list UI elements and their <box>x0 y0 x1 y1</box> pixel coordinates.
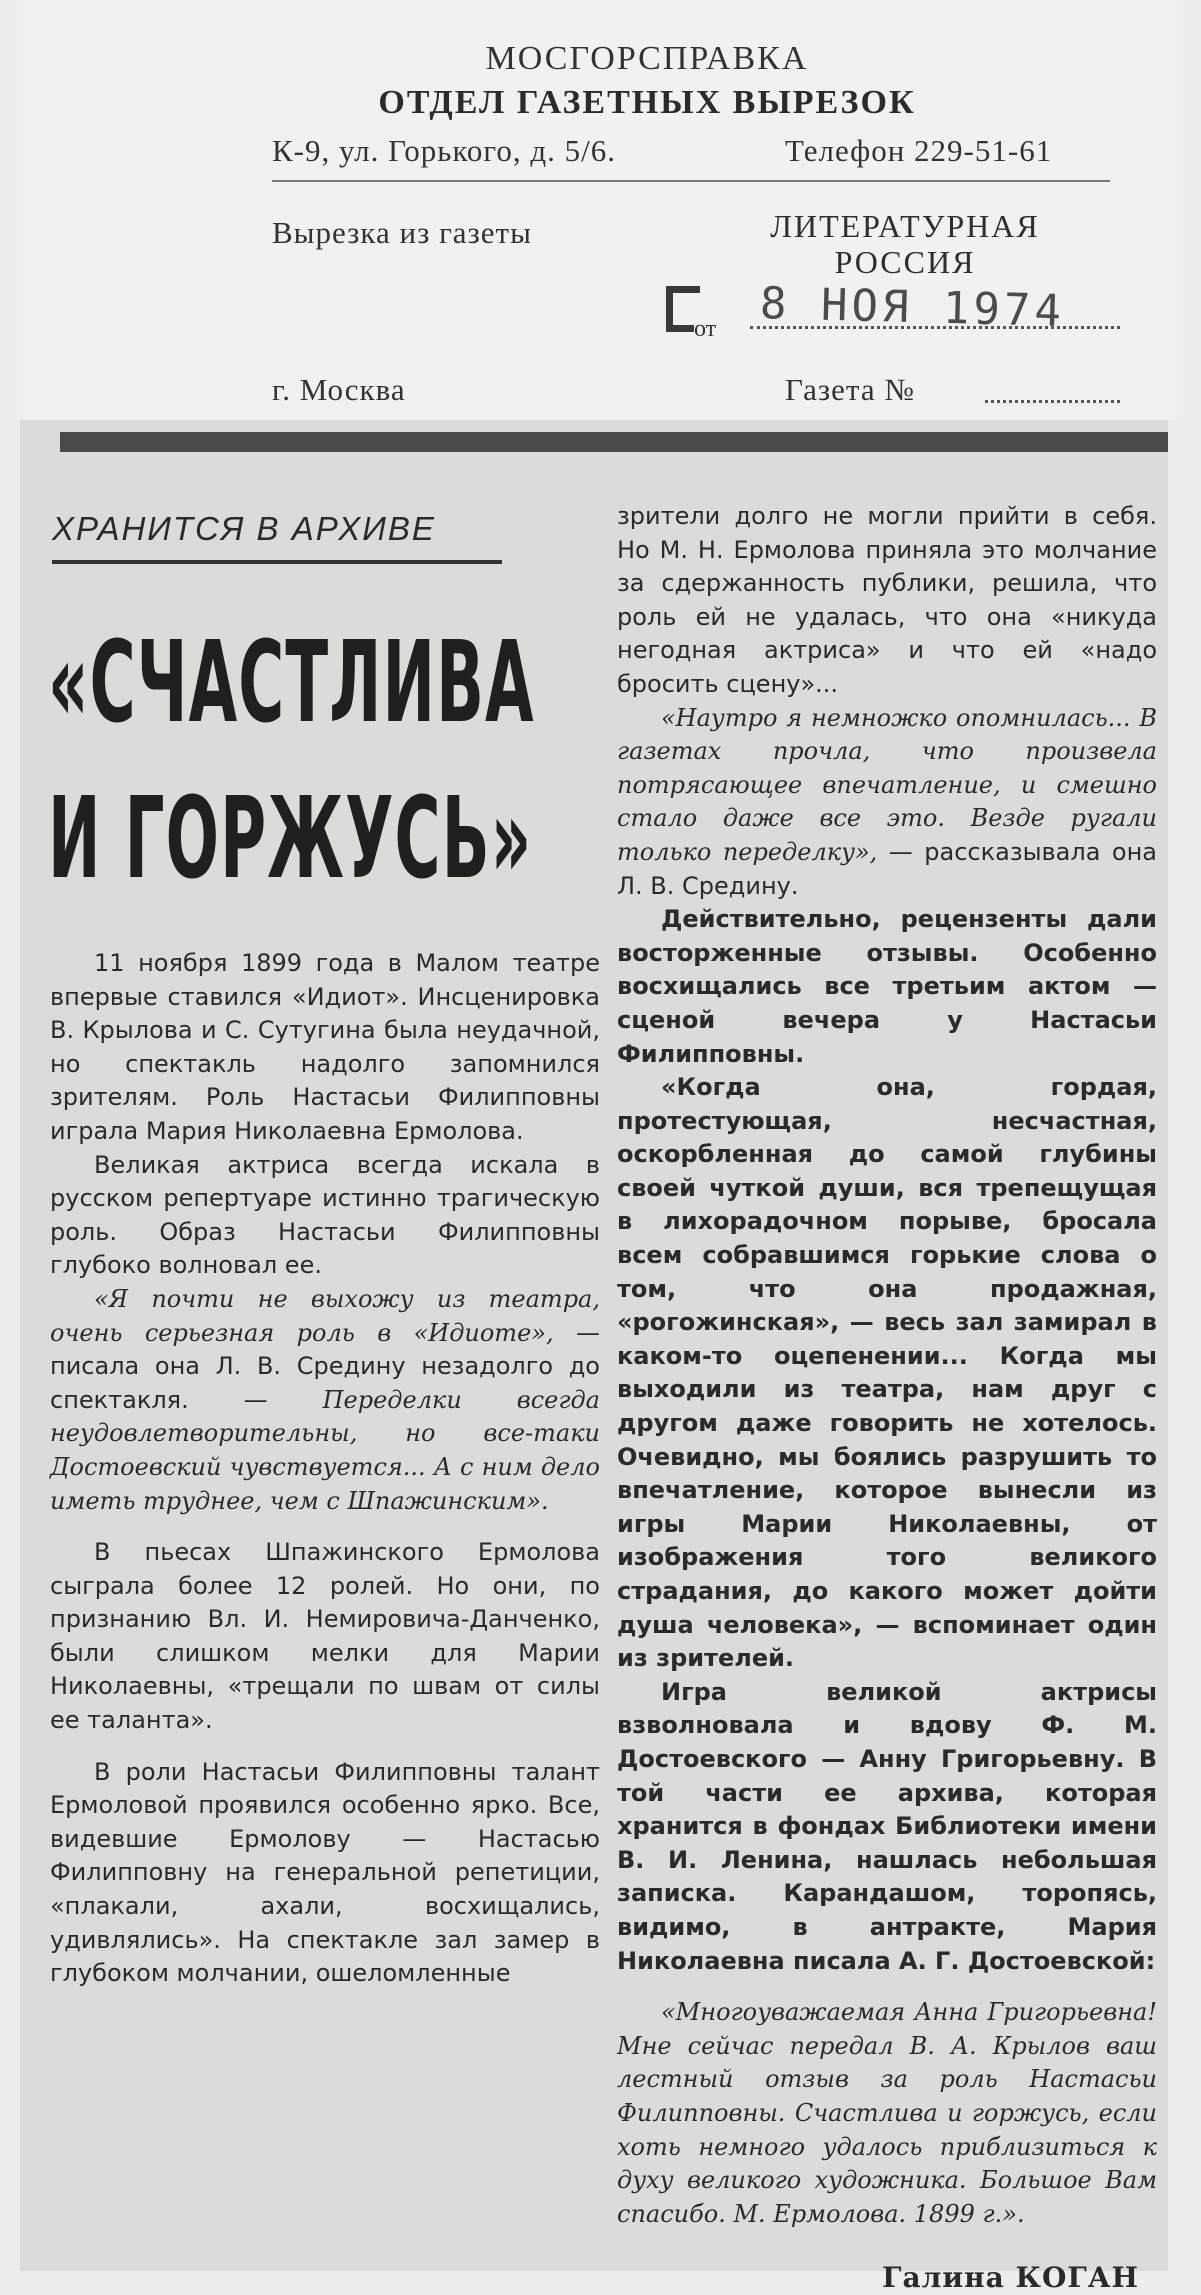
article-column-1 <box>50 947 600 1991</box>
paragraph: Игра великой актрисы взволновала и вдову Ф. М. Достоевского — Анну Григорьевну. В той части ее архива, которая хранится в фондах Библиотеки имени В. И. Ленина, нашлась небольшая записка. Карандашом, торопясь, видимо, в антракте, Мария Николаевна писала А. Г. Достоевской: <box>617 1677 1157 1975</box>
date-from-label: от <box>694 316 717 342</box>
agency-address: К-9, ул. Горького, д. 5/6. <box>272 133 617 168</box>
paragraph: В роли Настасьи Филипповны талант Ермоловой проявился особенно ярко. Все, видевшие Ермолову — Настасью Филипповну на генеральной репетиции, «плакали, ахали, восхищались, удивлялись». На спектакле зал замер в глубоком молчании, ошеломленные <box>50 1757 600 1988</box>
rubric-underline <box>52 560 502 564</box>
article-author: Галина КОГАН <box>882 2261 1139 2295</box>
paragraph: Великая актриса всегда искала в русском репертуаре истинно трагическую роль. Образ Настасьи Филипповны глубоко волновал ее. <box>50 1150 600 1280</box>
date-stamp: 8 НОЯ 1974 <box>759 278 1066 337</box>
quote-text: «Наутро я немножко опомнилась... В газетах прочла, что произвела потрясающее впечатление, и смешно стало даже все это. Везде ругали только переделку», <box>617 703 1157 866</box>
date-row <box>650 280 1130 350</box>
clipping-source-label: Вырезка из газеты <box>272 215 532 250</box>
paragraph: В пьесах Шпажинского Ермолова сыграла более 12 ролей. Но они, по признанию Вл. И. Немировича-Данченко, были слишком мелки для Марии Николаевны, «трещали по швам от силы ее таланта». <box>50 1538 600 1735</box>
quote-text: Переделки всегда неудовлетворительны, но все-таки Достоевский чувствуется... А с ним дело иметь труднее, чем с Шпажинским». <box>50 1385 600 1515</box>
article-rubric: ХРАНИТСЯ В АРХИВЕ <box>52 510 436 547</box>
newspaper-title-line2: РОССИЯ <box>834 244 976 280</box>
newspaper-number-dotted-line <box>985 400 1120 403</box>
clipping-top-rule <box>60 432 1168 452</box>
paragraph: Действительно, рецензенты дали восторженные отзывы. Особенно восхищались все третьим актом — сценой вечера у Настасьи Филипповны. <box>617 905 1157 1068</box>
headline-line1: «СЧАСТЛИВА <box>48 618 535 748</box>
paragraph: 11 ноября 1899 года в Малом театре впервые ставился «Идиот». Инсценировка В. Крылова и С. Сутугина была неудачной, но спектакль надолго запомнился зрителям. Роль Настасьи Филипповны играла Мария Николаевна Ермолова. <box>50 949 600 1145</box>
header-divider <box>272 180 1110 182</box>
letter-quote: «Многоуважаемая Анна Григорьевна! Мне сейчас передал В. А. Крылов ваш лестный отзыв за роль Настасьи Филипповны. Счастлива и горжусь, если хоть немного удалось приблизиться к духу великого художника. Большое Вам спасибо. М. Ермолова. 1899 г.». <box>617 1998 1157 2228</box>
quote-paragraph <box>50 1283 600 1518</box>
quote-paragraph <box>617 702 1157 904</box>
headline-line2: И ГОРЖУСЬ» <box>48 774 533 904</box>
newspaper-title-line1: ЛИТЕРАТУРНАЯ <box>770 208 1040 244</box>
newspaper-number-label: Газета № <box>785 372 915 407</box>
attribution-text: — писала она Л. В. Средину незадолго до спектакля. — <box>50 1318 600 1414</box>
attribution-text: — рассказывала она Л. В. Средину. <box>617 837 1157 900</box>
agency-name: МОСГОРСПРАВКА <box>485 40 809 77</box>
department-name: ОТДЕЛ ГАЗЕТНЫХ ВЫРЕЗОК <box>378 84 916 121</box>
newspaper-clipping <box>20 420 1168 2295</box>
paragraph: зрители долго не могли прийти в себя. Но М. Н. Ермолова приняла это молчание за сдержанность публики, решила, что роль ей не удалась, что она «никуда негодная актриса» и что ей «надо бросить сцену»... <box>617 502 1157 698</box>
paragraph: «Когда она, гордая, протестующая, несчастная, оскорбленная до самой глубины своей чуткой души, вся трепещущая в лихорадочном порыве, бросала всем собравшимся горькие слова о том, что она продажная, «рогожинская», — весь зал замирал в каком-то оцепенении... Когда мы выходили из театра, нам друг с другом даже говорить не хотелось. Очевидно, мы боялись разрушить то впечатление, которое вынесли из игры Марии Николаевны, от изображения того великого страдания, до какого может дойти душа человека», — вспоминает один из зрителей. <box>617 1073 1157 1673</box>
newspaper-title <box>740 208 1070 280</box>
city-label: г. Москва <box>272 372 406 407</box>
quote-text: «Я почти не выхожу из театра, очень серьезная роль в «Идиоте», <box>50 1284 600 1347</box>
article-column-2 <box>617 500 1157 2295</box>
agency-phone: Телефон 229-51-61 <box>785 133 1053 168</box>
article-headline <box>48 605 535 917</box>
